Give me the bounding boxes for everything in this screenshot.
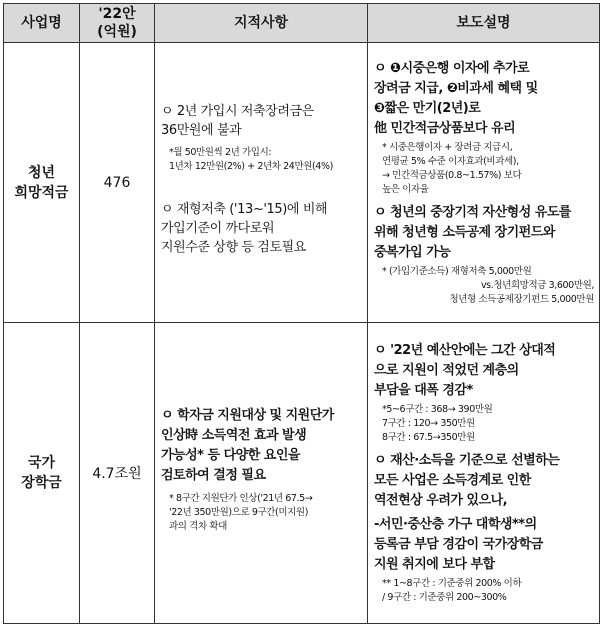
point-cell [155, 323, 368, 624]
project-name: 청년 희망적금 [4, 43, 80, 323]
project-name: 국가 장학금 [4, 323, 80, 624]
point-cell [155, 43, 368, 323]
header-budget: '22안 (억원) [80, 4, 155, 43]
explain-note: *5~6구간 : 368→ 390만원 7구간 : 120→ 350만원 8구간 : 67.5→350만원 [382, 404, 493, 443]
explain-cell [368, 43, 600, 323]
point-item: ㅇ 학자금 지원대상 및 지원단가 인상時 소득역전 효과 발생 가능성* 등 다양한 요인을 검토하여 결정 필요 [161, 408, 334, 483]
point-note: *월 50만원씩 2년 가입시: 1년차 12만원(2%) + 2년차 24만원(4%) [169, 147, 333, 172]
explain-note: vs.청년희망적금 3,600만원, 청년형 소득공제장기펀드 5,000만원 [449, 279, 594, 305]
header-row [4, 4, 600, 43]
report-table [3, 3, 600, 624]
explain-item: ㅇ ❶시중은행 이자에 추가로 장려금 지급, ❷비과세 혜택 및 ❸짧은 만기(2년)로 他 민간적금상품보다 유리 [374, 60, 538, 136]
header-explain: 보도설명 [368, 4, 600, 43]
project-budget: 476 [80, 43, 155, 323]
table-row [4, 323, 600, 624]
explain-item: -서민·중산층 가구 대학생**의 등록금 부담 경감이 국가장학금 지원 취지에 보다 부합 [374, 517, 543, 572]
point-note: * 8구간 지원단가 인상('21년 67.5→ '22년 350만원)으로 9구간(미지원) 과의 격차 확대 [169, 493, 313, 532]
header-project: 사업명 [4, 4, 80, 43]
point-item: ㅇ 2년 가입시 저축장려금은 36만원에 불과 [161, 104, 314, 138]
explain-item: ㅇ 청년의 중장기적 자산형성 유도를 위해 청년형 소득공제 장기펀드와 중복가입 가능 [374, 204, 571, 260]
explain-item: ㅇ '22년 예산안에는 그간 상대적 으로 지원이 적었던 계층의 부담을 대폭 경감* [374, 343, 556, 398]
header-point: 지적사항 [155, 4, 368, 43]
explain-note: ** 1~8구간 : 기준중위 200% 이하 / 9구간 : 기준중위 200~300% [382, 578, 522, 603]
explain-item: ㅇ 재산·소득을 기준으로 선별하는 모든 사업은 소득경계로 인한 역전현상 우려가 있으나, [374, 453, 560, 508]
explain-note: * 시중은행이자 + 장려금 지급시, 연평균 5% 수준 이자효과(비과세), → 민간적금상품(0.8~1.57%) 보다 높은 이자율 [382, 141, 522, 195]
point-item: ㅇ 재형저축 ('13~'15)에 비해 가입기준이 까다로워 지원수준 상향 등 검토필요 [161, 202, 328, 255]
explain-cell [368, 323, 600, 624]
project-budget: 4.7조원 [80, 323, 155, 624]
table-row [4, 43, 600, 323]
explain-note: * (가입기준소득) 재형저축 5,000만원 [382, 265, 532, 277]
